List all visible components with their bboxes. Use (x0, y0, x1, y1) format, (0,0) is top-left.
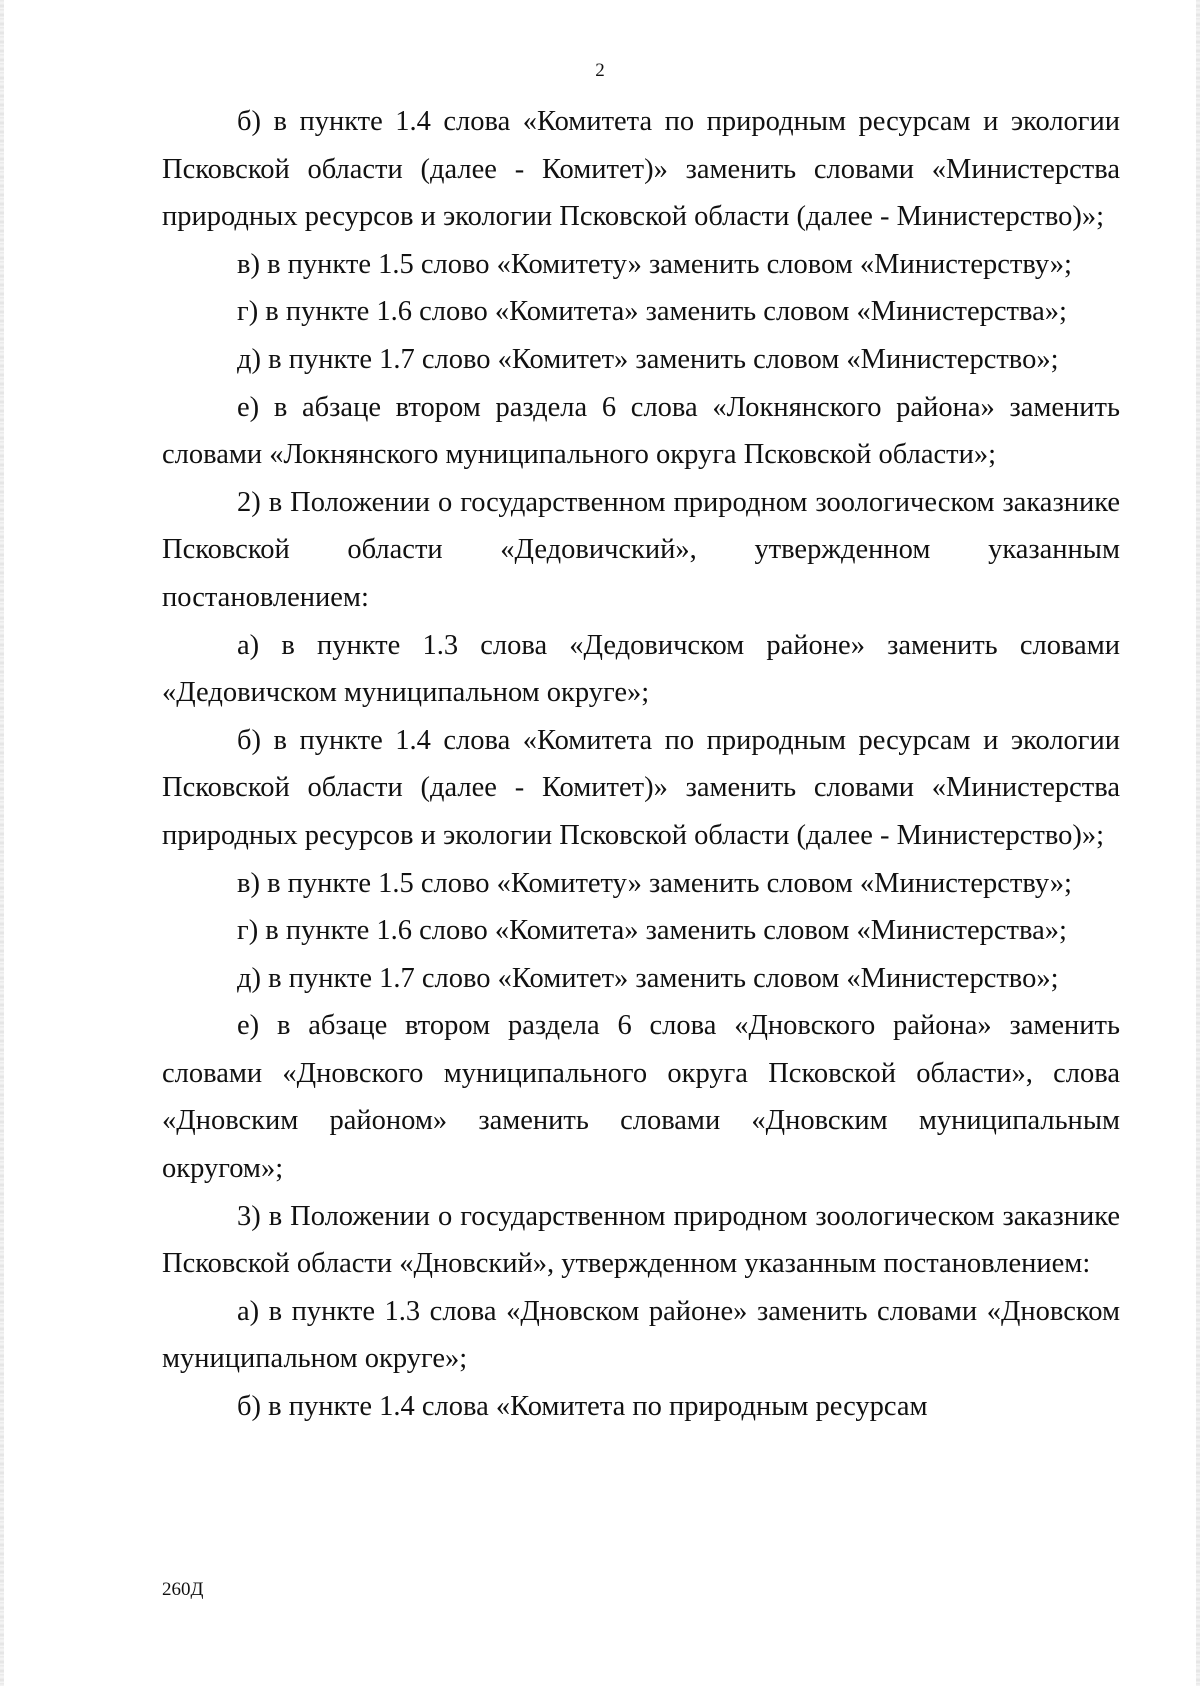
paragraph: а) в пункте 1.3 слова «Дедовичском районе» заменить словами «Дедовичском муниципальном округе»; (162, 629, 1120, 709)
page-number: 2 (595, 60, 605, 81)
paragraph: б) в пункте 1.4 слова «Комитета по природным ресурсам и экологии Псковской области (далее - Комитет)» заменить словами «Министерства природных ресурсов и экологии Псковской области (далее - Министерство)»; (162, 724, 1120, 851)
paragraph: д) в пункте 1.7 слово «Комитет» заменить словом «Министерство»; (237, 962, 1059, 994)
scan-edge-left (0, 0, 4, 1686)
paragraph: в) в пункте 1.5 слово «Комитету» заменить словом «Министерству»; (237, 867, 1072, 899)
paragraph: в) в пункте 1.5 слово «Комитету» заменить словом «Министерству»; (237, 248, 1072, 280)
paragraph: а) в пункте 1.3 слова «Дновском районе» заменить словами «Дновском муниципальном округе»; (162, 1295, 1120, 1375)
scan-edge-right (1196, 0, 1200, 1686)
paragraph: б) в пункте 1.4 слова «Комитета по природным ресурсам и экологии Псковской области (далее - Комитет)» заменить словами «Министерства природных ресурсов и экологии Псковской области (далее - Министерство)»; (162, 106, 1120, 233)
paragraph: 2) в Положении о государственном природном зоологическом заказнике Псковской области «Дедовичский», утвержденном указанным постановлением: (162, 486, 1120, 613)
paragraph: е) в абзаце втором раздела 6 слова «Дновского района» заменить словами «Дновского муниципального округа Псковской области», слова «Дновским районом» заменить словами «Дновским муниципальным округом»; (162, 1010, 1120, 1185)
paragraph: 3) в Положении о государственном природном зоологическом заказнике Псковской области «Дновский», утвержденном указанным постановлением: (162, 1200, 1120, 1280)
document-body (162, 98, 1120, 1431)
paragraph: д) в пункте 1.7 слово «Комитет» заменить словом «Министерство»; (237, 343, 1059, 375)
paragraph: г) в пункте 1.6 слово «Комитета» заменить словом «Министерства»; (237, 915, 1067, 947)
paragraph: е) в абзаце втором раздела 6 слова «Локнянского района» заменить словами «Локнянского муниципального округа Псковской области»; (162, 391, 1120, 471)
paragraph: г) в пункте 1.6 слово «Комитета» заменить словом «Министерства»; (237, 296, 1067, 328)
document-code: 260Д (162, 1579, 204, 1600)
paragraph: б) в пункте 1.4 слова «Комитета по природным ресурсам (237, 1391, 928, 1423)
